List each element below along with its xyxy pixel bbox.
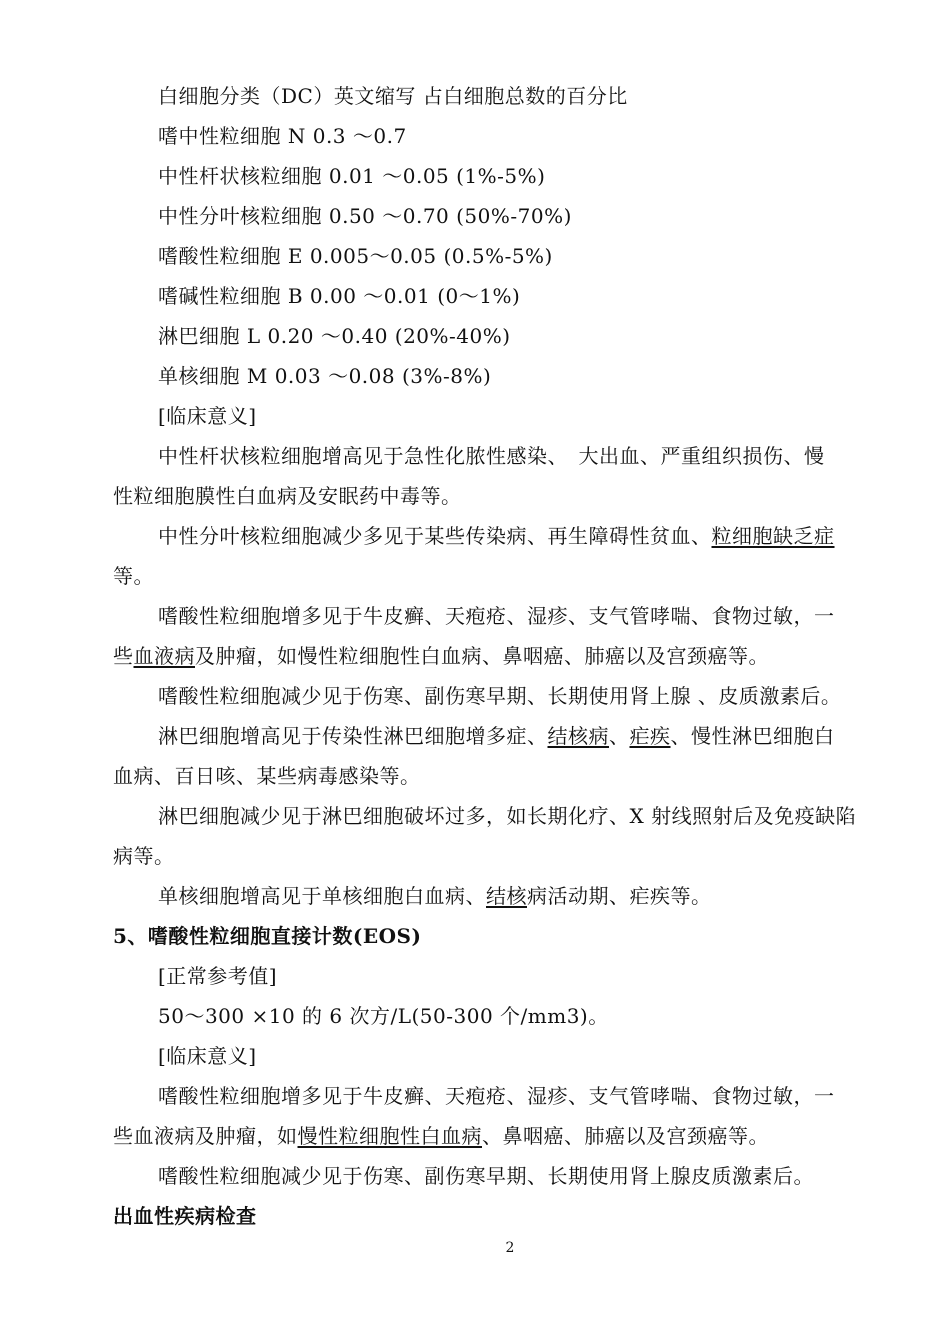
text-line: 淋巴细胞 L 0.20 ～0.40 (20%-40%) [158, 324, 511, 348]
paragraph-line [113, 644, 769, 668]
text-span: 中性分叶核粒细胞减少多见于某些传染病、再生障碍性贫血、 [158, 524, 712, 548]
underlined-term: 疟疾 [629, 724, 671, 748]
underlined-term: 慢性粒细胞性白血病 [297, 1124, 482, 1148]
text-line: 嗜中性粒细胞 N 0.3 ～0.7 [158, 124, 407, 148]
text-span: 、 [609, 724, 630, 748]
paragraph-line: 血病、百日咳、某些病毒感染等。 [113, 764, 421, 788]
text-line: 中性杆状核粒细胞 0.01 ～0.05 (1%-5%) [158, 164, 546, 188]
paragraph-line: 淋巴细胞减少见于淋巴细胞破坏过多，如长期化疗、X 射线照射后及免疫缺陷 [158, 804, 857, 828]
paragraph-line [113, 1124, 769, 1148]
paragraph-line: 性粒细胞膜性白血病及安眠药中毒等。 [113, 484, 462, 508]
paragraph-line [158, 524, 835, 548]
underlined-term: 结核病 [547, 724, 609, 748]
text-span: 些 [113, 644, 134, 668]
section-label: [临床意义] [158, 1044, 257, 1068]
text-line: 50～300 ×10 的 6 次方/L(50-300 个/mm3)。 [158, 1004, 609, 1028]
text-line: 嗜酸性粒细胞 E 0.005～0.05 (0.5%-5%) [158, 244, 553, 268]
text-span: 、鼻咽癌、肺癌以及宫颈癌等。 [482, 1124, 769, 1148]
underlined-term: 结核 [486, 884, 527, 908]
paragraph-line: 嗜酸性粒细胞增多见于牛皮癣、天疱疮、湿疹、支气管哮喘、食物过敏，一 [158, 604, 835, 628]
section-heading: 5、嗜酸性粒细胞直接计数(EOS) [113, 924, 422, 948]
text-line: 单核细胞 M 0.03 ～0.08 (3%-8%) [158, 364, 492, 388]
paragraph-line: 嗜酸性粒细胞增多见于牛皮癣、天疱疮、湿疹、支气管哮喘、食物过敏，一 [158, 1084, 835, 1108]
section-heading: 出血性疾病检查 [113, 1204, 257, 1228]
text-span: 、慢性淋巴细胞白 [670, 724, 835, 748]
paragraph-line: 病等。 [113, 844, 175, 868]
text-span: 病活动期、疟疾等。 [527, 884, 712, 908]
text-span: 及肿瘤，如慢性粒细胞性白血病、鼻咽癌、肺癌以及宫颈癌等。 [195, 644, 769, 668]
paragraph-line: 嗜酸性粒细胞减少见于伤寒、副伤寒早期、长期使用肾上腺 、皮质激素后。 [158, 684, 842, 708]
text-line: 白细胞分类（DC）英文缩写 占白细胞总数的百分比 [158, 84, 628, 108]
section-label: [临床意义] [158, 404, 257, 428]
page-number: 2 [505, 1240, 515, 1256]
text-span: 些血液病及肿瘤，如 [113, 1124, 298, 1148]
paragraph-line [158, 884, 712, 908]
underlined-term: 血液病 [133, 644, 195, 668]
text-line: 中性分叶核粒细胞 0.50 ～0.70 (50%-70%) [158, 204, 572, 228]
section-label: [正常参考值] [158, 964, 278, 988]
paragraph-line: 嗜酸性粒细胞减少见于伤寒、副伤寒早期、长期使用肾上腺皮质激素后。 [158, 1164, 814, 1188]
text-span: 单核细胞增高见于单核细胞白血病、 [158, 884, 486, 908]
text-line: 嗜碱性粒细胞 B 0.00 ～0.01 (0～1%) [158, 284, 521, 308]
paragraph-line [158, 724, 835, 748]
paragraph-line: 中性杆状核粒细胞增高见于急性化脓性感染、 大出血、严重组织损伤、慢 [158, 444, 825, 468]
paragraph-line: 等。 [113, 564, 154, 588]
underlined-term: 粒细胞缺乏症 [711, 524, 835, 548]
text-span: 淋巴细胞增高见于传染性淋巴细胞增多症、 [158, 724, 548, 748]
